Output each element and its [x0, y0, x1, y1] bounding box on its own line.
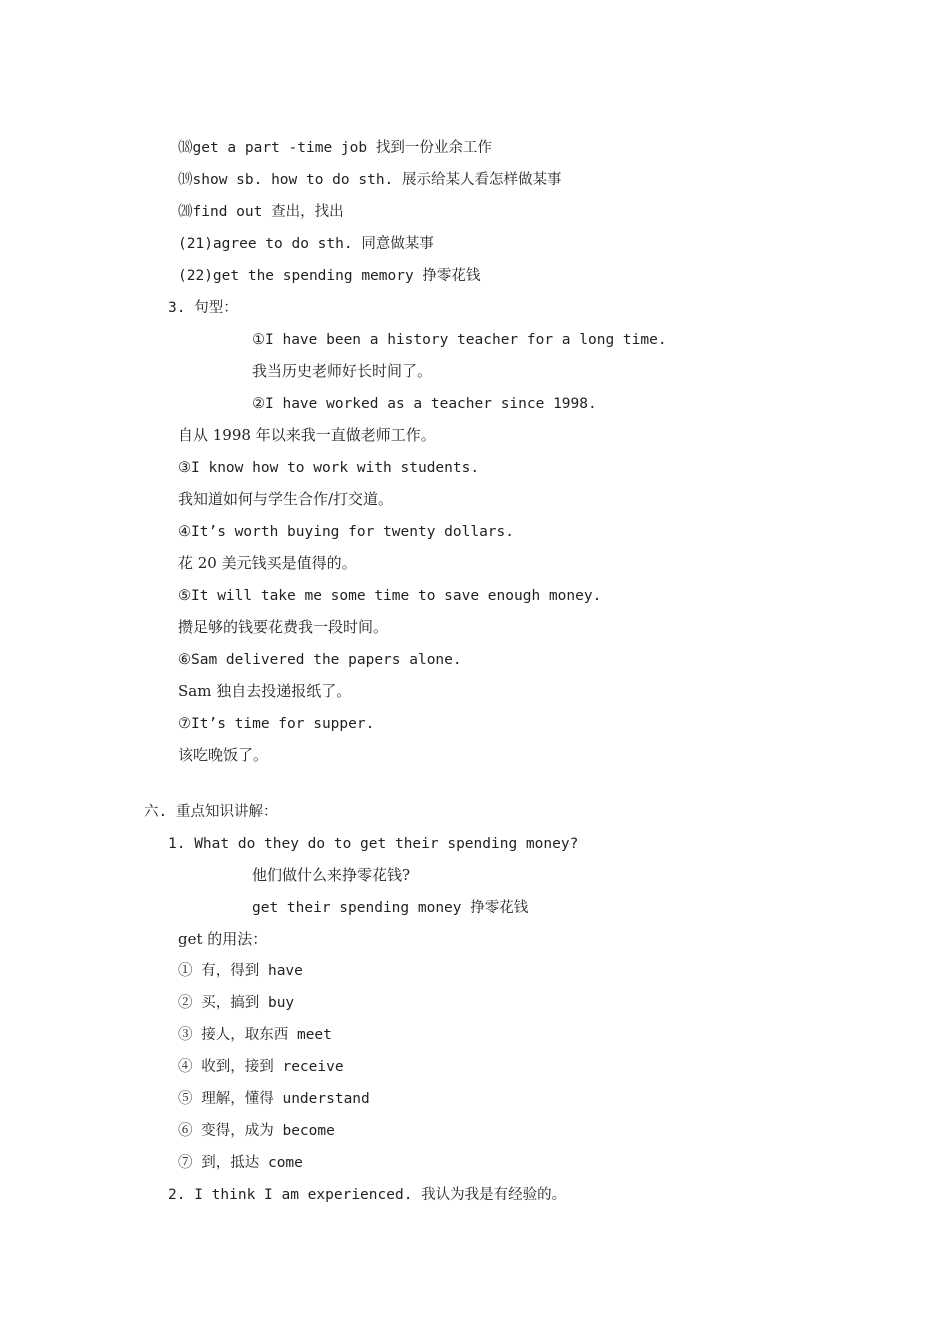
get-usage-heading: get 的用法：	[178, 930, 268, 948]
get-usage-item: ⑦ 到，抵达 come	[178, 1155, 303, 1171]
get-usage-item: ⑤ 理解，懂得 understand	[178, 1091, 370, 1107]
phrase-item-21: (21)agree to do sth. 同意做某事	[178, 236, 434, 252]
phrase-item-22: (22)get the spending memory 挣零花钱	[178, 268, 481, 284]
sentence-4-english: ④It’s worth buying for twenty dollars.	[178, 524, 514, 540]
sentence-3-english: ③I know how to work with students.	[178, 460, 480, 476]
sentence-2-english: ②I have worked as a teacher since 1998.	[252, 396, 597, 412]
section-6-heading: 六. 重点知识讲解：	[144, 804, 278, 820]
point-1-question: 1. What do they do to get their spending money?	[168, 836, 579, 852]
get-usage-item: ② 买，搞到 buy	[178, 995, 295, 1011]
point-2-sentence: 2. I think I am experienced. 我认为我是有经验的。	[168, 1187, 567, 1203]
sentence-7-english: ⑦It’s time for supper.	[178, 716, 375, 732]
get-usage-item: ⑥ 变得，成为 become	[178, 1123, 335, 1139]
get-usage-item: ① 有，得到 have	[178, 963, 303, 979]
section-3-heading: 3. 句型：	[168, 300, 238, 316]
sentence-1-english: ①I have been a history teacher for a long time.	[252, 332, 667, 348]
point-1-phrase: get their spending money 挣零花钱	[252, 900, 529, 916]
point-1-translation: 他们做什么来挣零花钱?	[252, 866, 411, 884]
get-usage-item: ③ 接人，取东西 meet	[178, 1027, 332, 1043]
sentence-1-chinese: 我当历史老师好长时间了。	[252, 362, 433, 380]
phrase-item-18: ⒅get a part -time job 找到一份业余工作	[178, 140, 492, 156]
sentence-4-chinese: 花 20 美元钱买是值得的。	[178, 554, 357, 572]
get-usage-item: ④ 收到，接到 receive	[178, 1059, 344, 1075]
sentence-6-english: ⑥Sam delivered the papers alone.	[178, 652, 462, 668]
sentence-5-english: ⑤It will take me some time to save enough money.	[178, 588, 602, 604]
sentence-3-chinese: 我知道如何与学生合作/打交道。	[178, 490, 394, 508]
sentence-6-chinese: Sam 独自去投递报纸了。	[178, 682, 352, 700]
sentence-7-chinese: 该吃晚饭了。	[178, 746, 269, 764]
phrase-item-20: ⒇find out 查出，找出	[178, 204, 344, 220]
phrase-item-19: ⒆show sb. how to do sth. 展示给某人看怎样做某事	[178, 172, 562, 188]
sentence-5-chinese: 攒足够的钱要花费我一段时间。	[178, 618, 389, 636]
sentence-2-chinese: 自从 1998 年以来我一直做老师工作。	[178, 426, 436, 444]
